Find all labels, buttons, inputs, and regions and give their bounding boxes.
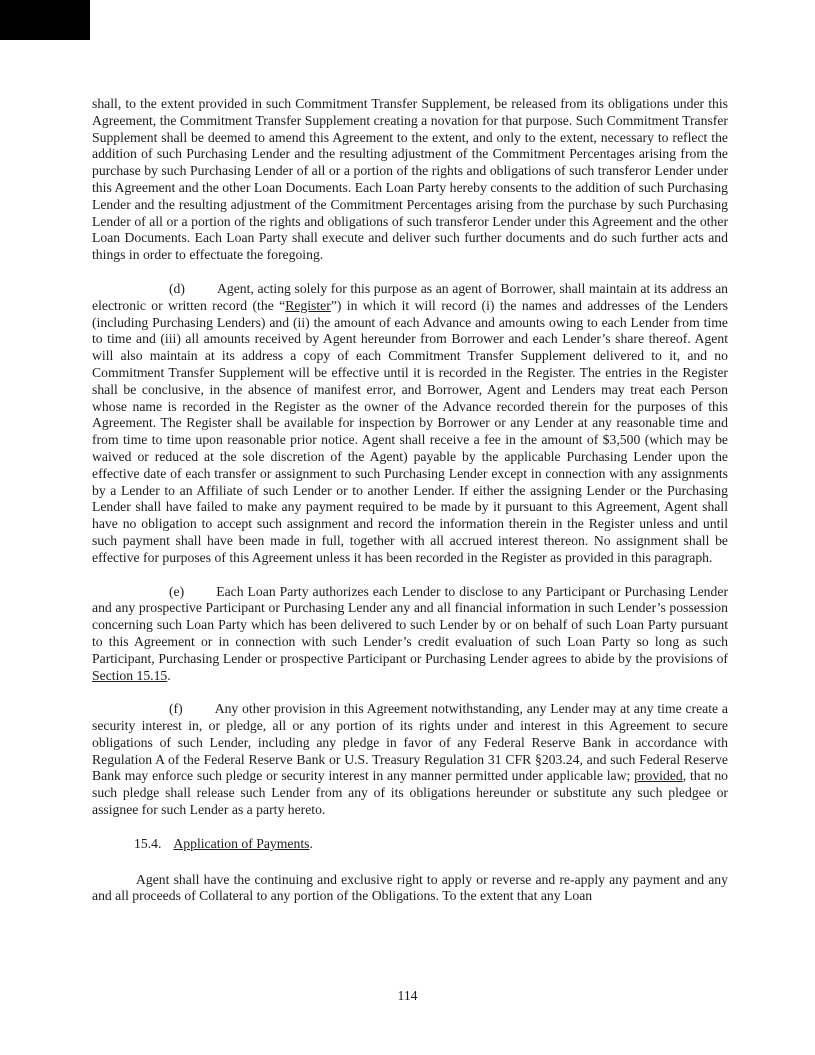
redaction-mark [0,0,90,40]
section-number: 15.4. [134,835,162,851]
page-footer [0,988,815,1005]
section-title-period: . [309,835,313,851]
paragraph-f-label: (f) [169,701,183,717]
document-content [92,96,728,905]
proviso-term: provided [634,768,683,784]
paragraph-text: Agent, acting solely for this purpose as an agent of Borrower, shall maintain at its address an electronic or written record (the “ [92,280,728,313]
paragraph-text: Any other provision in this Agreement notwithstanding, any Lender may at any time create a security interest in, or pledge, all or any portion of its rights under and interest in this Agreement to secure obligations of such Lender, including any pledge in favor of any Federal Reserve Bank in accordance with Regulation A of the Federal Reserve Bank or U.S. Treasury Regulation 31 CFR §203.24, and such Federal Reserve Bank may enforce such pledge or security interest in any manner permitted under applicable law; [92,701,728,784]
paragraph-closing [92,872,728,906]
paragraph-d [92,281,728,567]
paragraph-text: Each Loan Party authorizes each Lender to disclose to any Participant or Purchasing Lender and any prospective Participant or Purchasing Lender any and all financial information in such Lender’s possession concerning such Loan Party which has been delivered to such Lender by or on behalf of such Loan Party pursuant to this Agreement or in connection with such Lender’s credit evaluation of such Loan Party so long as such Participant, Purchasing Lender or prospective Participant or Purchasing Lender agrees to abide by the provisions of [92,583,728,666]
paragraph-f [92,701,728,819]
section-reference-link: Section 15.15 [92,667,168,683]
page-number: 114 [397,988,418,1003]
paragraph-text: Agent shall have the continuing and exclusive right to apply or reverse and re-apply any payment and any and all proceeds of Collateral to any portion of the Obligations. To the extent that any Loan [92,871,728,904]
paragraph-continuation [92,96,728,264]
paragraph-d-label: (d) [169,280,185,296]
paragraph-text: , that no such pledge shall release such Lender from any of its obligations hereunder or substitute any such pledgee or assignee for such Lender as a party hereto. [92,768,729,818]
paragraph-e [92,584,728,685]
paragraph-text: ”) in which it will record (i) the names and addresses of the Lenders (including Purchasing Lenders) and (ii) the amount of each Advance and amounts owing to each Lender from time to time and (iii) all amounts received by Agent hereunder from Borrower and each Lender’s share thereof. Agent will also maintain at its address a copy of each Commitment Transfer Supplement delivered to it, and no Commitment Transfer Supplement will be effective until it is recorded in the Register. The entries in the Register shall be conclusive, in the absence of manifest error, and Borrower, Agent and Lenders may treat each Person whose name is recorded in the Register as the owner of the Advance recorded therein for the purposes of this Agreement. The Register shall be available for inspection by Borrower or any Lender at any reasonable time and from time to time upon reasonable prior notice. Agent shall receive a fee in the amount of $3,500 (which may be waived or reduced at the sole discretion of the Agent) payable by the applicable Purchasing Lender upon the effective date of each transfer or assignment to such Purchasing Lender except in connection with any assignments by a Lender to an Affiliate of such Lender or to another Lender. If either the assigning Lender or the Purchasing Lender shall have failed to make any payment required to be made by it pursuant to this Agreement, Agent shall have no obligation to accept such assignment and record the information therein in the Register unless and until such payment shall have been made in full, together with all accrued interest thereon. No assignment shall be effective for purposes of this Agreement unless it has been recorded in the Register as provided in this paragraph. [92,297,728,565]
defined-term-register: Register [285,297,331,313]
paragraph-e-label: (e) [169,583,185,599]
paragraph-text: . [167,667,171,683]
section-title: Application of Payments [173,835,310,851]
paragraph-text: shall, to the extent provided in such Commitment Transfer Supplement, be released from its obligations under this Agreement, the Commitment Transfer Supplement creating a novation for that purpose. Such Commitment Transfer Supplement shall be deemed to amend this Agreement to the extent, and only to the extent, necessary to reflect the addition of such Purchasing Lender and the resulting adjustment of the Commitment Percentages arising from the purchase by such Purchasing Lender of all or a portion of the rights and obligations of such transferor Lender under this Agreement and the other Loan Documents. Each Loan Party hereby consents to the addition of such Purchasing Lender and the resulting adjustment of the Commitment Percentages arising from the purchase by such Purchasing Lender of all or a portion of the rights and obligations of such transferor Lender under this Agreement and the other Loan Documents. Each Loan Party shall execute and deliver such further documents and do such further acts and things in order to effectuate the foregoing. [92,96,728,263]
section-heading [92,836,728,853]
